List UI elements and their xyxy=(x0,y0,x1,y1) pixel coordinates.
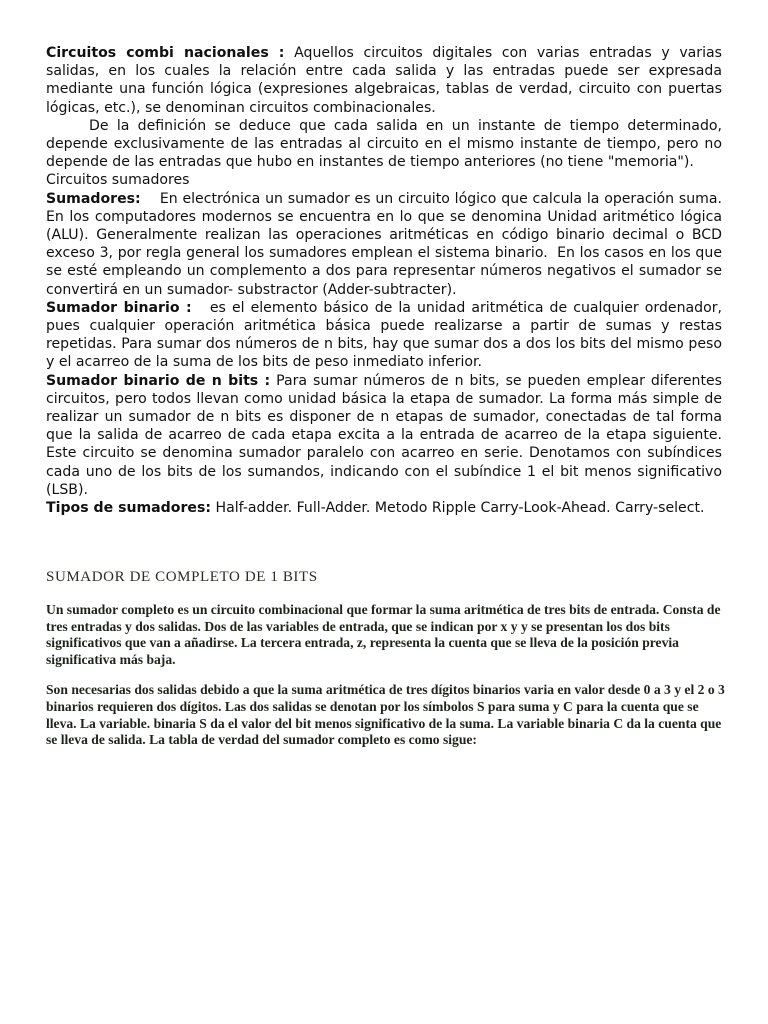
scanned-excerpt-image xyxy=(46,569,726,749)
scan-title: SUMADOR DE COMPLETO DE 1 BITS xyxy=(46,569,318,585)
term-sumador-binario: Sumador binario : xyxy=(46,299,192,316)
term-sumadores: Sumadores: xyxy=(46,190,141,207)
paragraph-text: En electrónica un sumador es un circuito lógico que calcula la operación suma. En los computadores modernos se encuentra en lo que se denomina Unidad aritmético lógica (ALU). Generalmente realizan las operaciones aritméticas en código binario decimal o BCD exceso 3, por regla general los sumadores emplean el sistema binario. En los casos en los que se esté empleando un complemento a dos para representar números negativos el sumador se convertirá en un sumador- substractor (Adder-subtracter). xyxy=(46,190,727,298)
paragraph-text: Aquellos circuitos digitales con varias entradas y varias salidas, en los cuales la relación entre cada salida y las entradas puede ser expresada mediante una función lógica (expresiones algebraicas, tablas de verdad, circuito con puertas lógicas, etc.), se denominan circuitos combinacionales. xyxy=(46,45,722,116)
paragraph-text: Para sumar números de n bits, se pueden emplear diferentes circuitos, pero todos llevan como unidad básica la etapa de sumador. La forma más simple de realizar un sumador de n bits es disponer de n etapas de sumador, conectadas de tal forma que la salida de acarreo de cada etapa excita a la entrada de acarreo de la etapa siguiente. Este circuito se denomina sumador paralelo con acarreo en serie. Denotamos con subíndices cada uno de los bits de los sumandos, indicando con el subíndice 1 el bit menos significativo (LSB). xyxy=(46,372,722,498)
paragraph-sumador-binario xyxy=(46,299,727,372)
document-body xyxy=(46,44,727,517)
paragraph-sumadores xyxy=(46,190,727,299)
section-heading-circuitos-sumadores: Circuitos sumadores xyxy=(46,172,190,189)
term-sumador-n-bits: Sumador binario de n bits : xyxy=(46,372,271,389)
paragraph-definicion: De la definición se deduce que cada salida en un instante de tiempo determinado, depende exclusivamente de las entradas al circuito en el mismo instante de tiempo, pero no depende de las entradas que hubo en instantes de tiempo anteriores (no tiene "memoria"). xyxy=(46,117,722,171)
paragraph-sumador-n-bits xyxy=(46,372,722,499)
term-tipos-sumadores: Tipos de sumadores: xyxy=(46,500,211,517)
paragraph-text: Half-adder. Full-Adder. Metodo Ripple Carry-Look-Ahead. Carry-select. xyxy=(211,500,705,517)
scan-paragraph-2: Son necesarias dos salidas debido a que la suma aritmética de tres dígitos binarios varia en valor desde 0 a 3 y el 2 o 3 binarios requieren dos dígitos. Las dos salidas se denotan por los símbolos S para suma y C para la cuenta que se lleva. La variable. binaria S da el valor del bit menos significativo de la suma. La variable binaria C da la cuenta que se lleva de salida. La tabla de verdad del sumador completo es como sigue: xyxy=(46,682,725,748)
paragraph-tipos-sumadores xyxy=(46,499,722,517)
term-circuitos-combinacionales: Circuitos combi nacionales : xyxy=(46,45,285,61)
paragraph-circuitos-combinacionales xyxy=(46,44,722,117)
paragraph-text: es el elemento básico de la unidad aritmética de cualquier ordenador, pues cualquier operación aritmética básica puede realizarse a partir de sumas y restas repetidas. Para sumar dos números de n bits, hay que sumar dos a dos los bits del mismo peso y el acarreo de la suma de los bits de peso inmediato inferior. xyxy=(46,299,727,371)
scan-paragraph-1: Un sumador completo es un circuito combinacional que formar la suma aritmética de tres bits de entrada. Consta de tres entradas y dos salidas. Dos de las variables de entrada, que se indican por x y y se presentan los dos bits significativos que van a añadirse. La tercera entrada, z, representa la cuenta que se lleva de la posición previa significativa más baja. xyxy=(46,602,721,667)
